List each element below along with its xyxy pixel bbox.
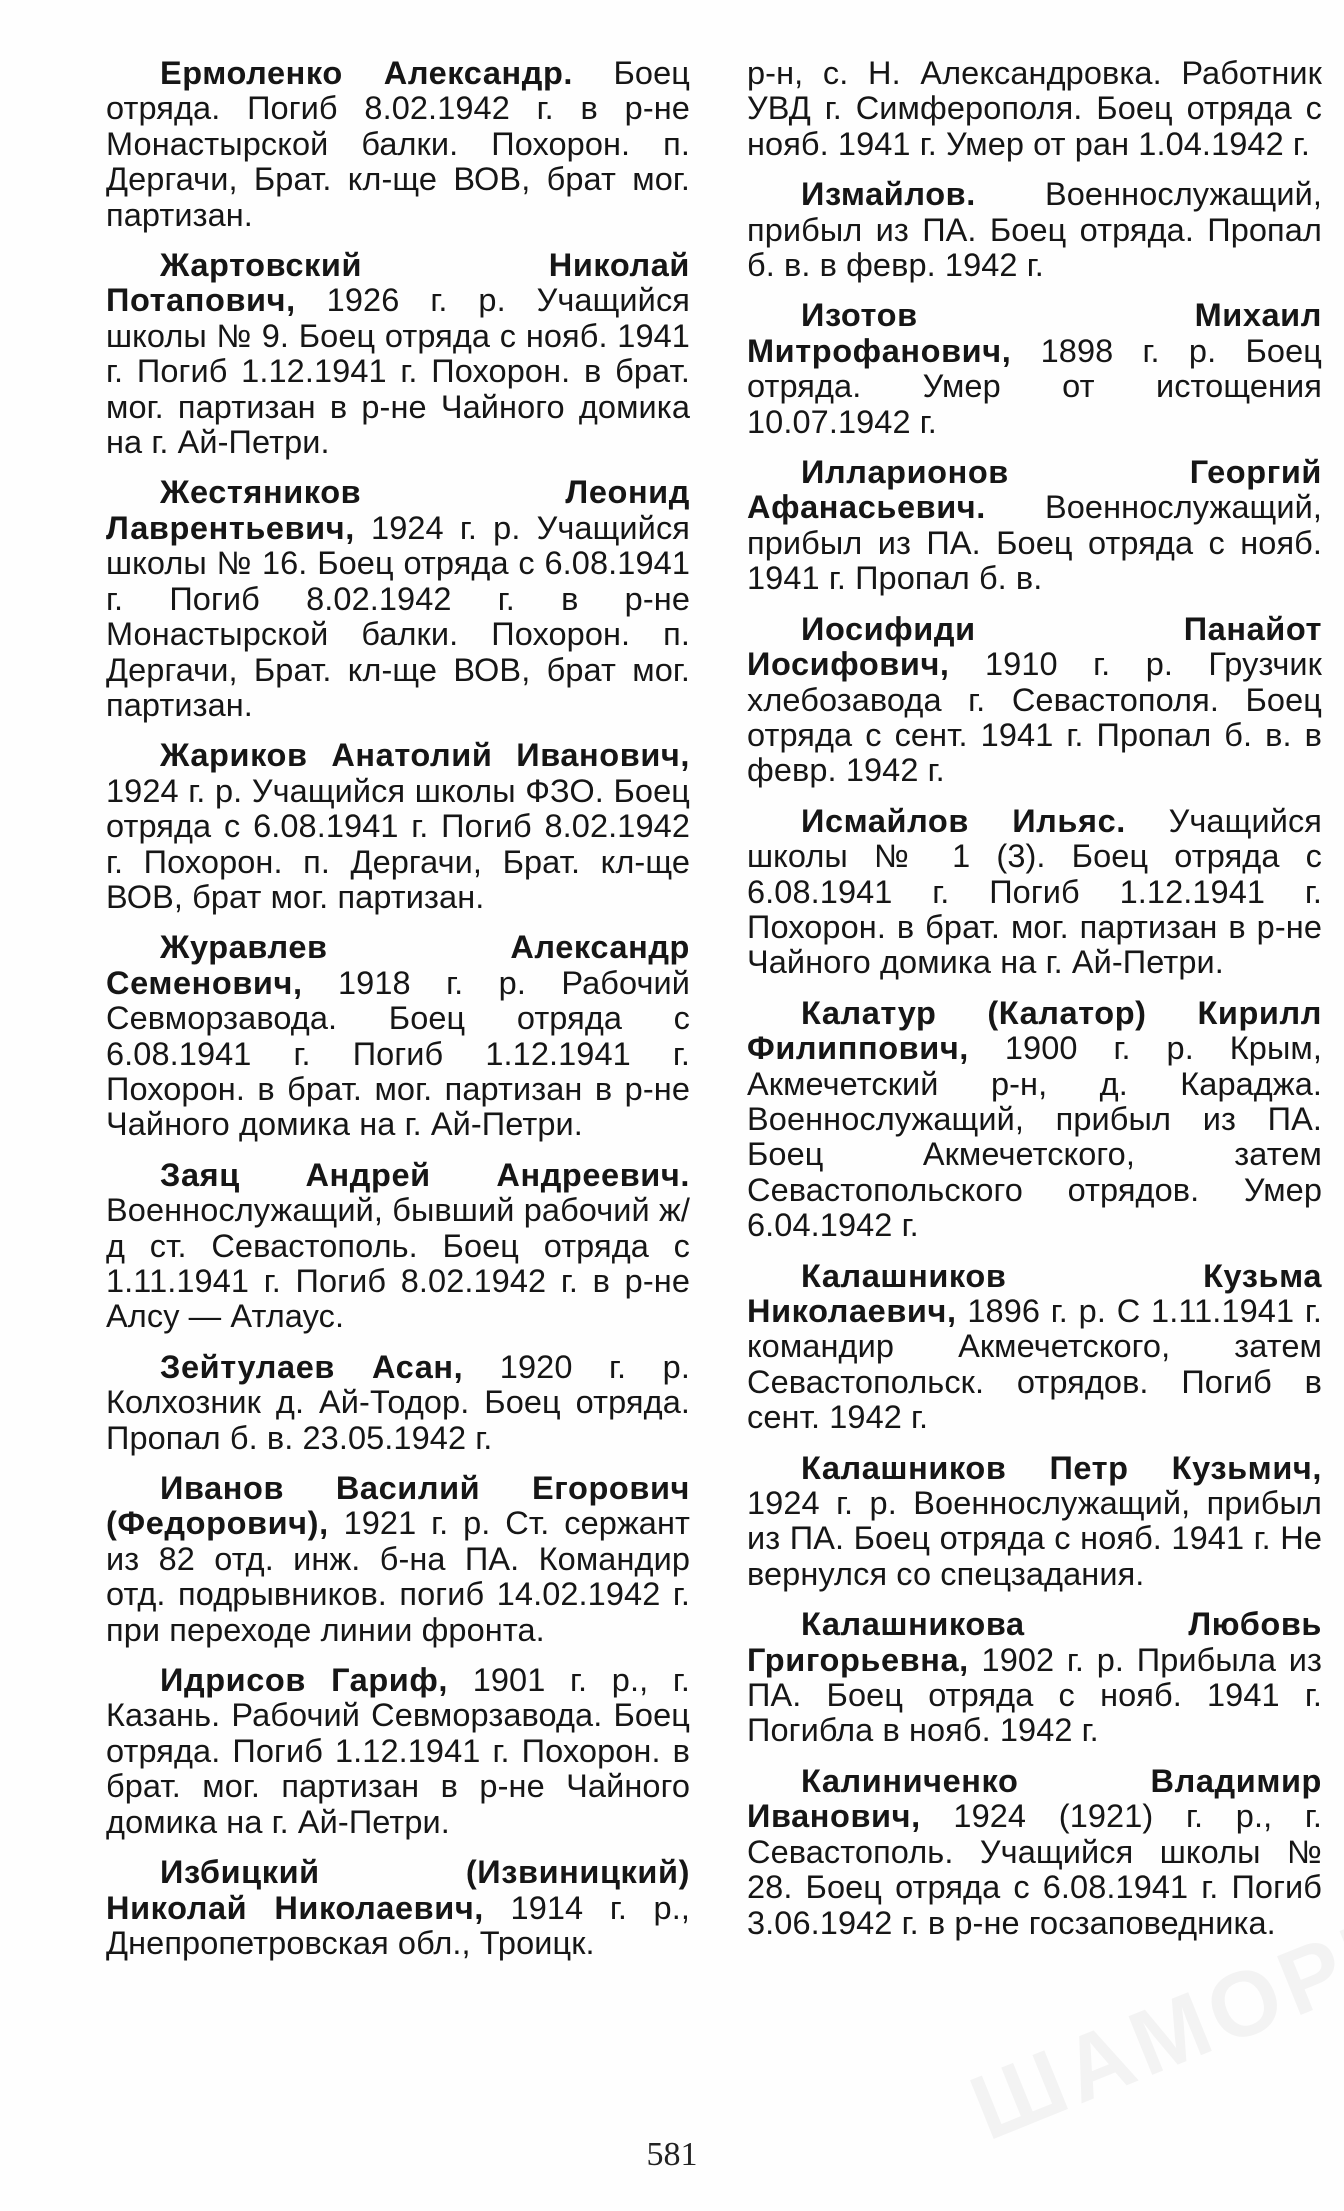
left-column (106, 56, 690, 1976)
entry-name: Жестяников Леонид Лаврентьевич, (106, 474, 690, 546)
entry-name: Калиниченко Владимир Иванович, (747, 1762, 1322, 1835)
entry-name: Идрисов Гариф, (160, 1662, 449, 1699)
entry-name: Иосифиди Панайот Иосифович, (747, 610, 1322, 683)
entry-name: Калашникова Любовь Григорьевна, (747, 1606, 1322, 1678)
entry-text: 1896 г. р. С 1.11.1941 г. командир Акмечетского, затем Севастопольск. отрядов. Погиб в сент. 1942 г. (747, 1293, 1322, 1436)
entry (106, 1471, 690, 1648)
entry-text: 1926 г. р. Учащийся школы № 9. Боец отряда с нояб. 1941 г. Погиб 1.12.1941 г. Похорон. в брат. мог. партизан в р-не Чайного домика на г. Ай-Петри. (106, 282, 690, 461)
entry (747, 1607, 1322, 1749)
entry-text: 1898 г. р. Боец отряда. Умер от истощения 10.07.1942 г. (747, 332, 1322, 440)
entry-name: Калатур (Калатор) Кирилл Филиппович, (747, 994, 1322, 1067)
entry (747, 177, 1322, 283)
entry-text: 1918 г. р. Рабочий Севморзавода. Боец отряда с 6.08.1941 г. Погиб 1.12.1941 г. Похорон. в брат. мог. партизан в р-не Чайного домика на г. Ай-Петри. (106, 964, 690, 1143)
entry (747, 996, 1322, 1244)
entry-text: Военнослужащий, прибыл из ПА. Боец отряда с нояб. 1941 г. Пропал б. в. (747, 489, 1322, 597)
entry-text: 1924 (1921) г. р., г. Севастополь. Учащийся школы № 28. Боец отряда с 6.08.1941 г. Погиб 3.06.1942 г. в р-не госзаповедника. (747, 1798, 1322, 1941)
entry-name: Жартовский Николай Потапович, (106, 247, 690, 319)
right-column (747, 56, 1322, 1956)
entry (106, 475, 690, 723)
entry-name: Калашников Петр Кузьмич, (801, 1449, 1322, 1486)
entry-text: Военнослужащий, бывший рабочий ж/д ст. Севастополь. Боец отряда с 1.11.1941 г. Погиб 8.02.1942 г. в р-не Алсу — Атлаус. (106, 1192, 690, 1335)
entry-name: Журавлев Александр Семенович, (106, 929, 690, 1001)
entry-name: Ермоленко Александр. (160, 55, 574, 91)
entry (747, 298, 1322, 440)
entry (106, 56, 690, 233)
entry-text: 1924 г. р. Военнослужащий, прибыл из ПА. Боец отряда с нояб. 1941 г. Не вернулся со спецзадания. (747, 1485, 1322, 1592)
entry-text: Учащийся школы № 1 (3). Боец отряда с 6.08.1941 г. Погиб 1.12.1941 г. Похорон. в брат. мог. партизан в р-не Чайного домика на г. Ай-Петри. (747, 802, 1322, 981)
entry-text: 1910 г. р. Грузчик хлебозавода г. Севастополя. Боец отряда с сент. 1941 г. Пропал б. в. в февр. 1942 г. (747, 646, 1322, 789)
entry-text: 1924 г. р. Учащийся школы № 16. Боец отряда с 6.08.1941 г. Погиб 8.02.1942 г. в р-не Монастырской балки. Похорон. п. Дергачи, Брат. кл-ще ВОВ, брат мог. партизан. (106, 509, 690, 723)
entry (747, 1764, 1322, 1941)
entry-text: 1924 г. р. Учащийся школы ФЗО. Боец отряда с 6.08.1941 г. Погиб 8.02.1942 г. Похорон. п. Дергачи, Брат. кл-ще ВОВ, брат мог. партизан. (106, 772, 690, 915)
entry (106, 738, 690, 915)
entry-continuation (747, 56, 1322, 162)
entry-text: 1901 г. р., г. Казань. Рабочий Севморзавода. Боец отряда. Погиб 1.12.1941 г. Похорон. в брат. мог. партизан в р-не Чайного домика на г. Ай-Петри. (106, 1662, 690, 1840)
entry-text: Военнослужащий, прибыл из ПА. Боец отряда. Пропал б. в. в февр. 1942 г. (747, 176, 1322, 284)
entry (106, 930, 690, 1142)
entry (106, 248, 690, 460)
entry-text: 1900 г. р. Крым, Акмечетский р-н, д. Караджа. Военнослужащий, прибыл из ПА. Боец Акмечетского, затем Севастопольского отрядов. Умер 6.04.1942 г. (747, 1030, 1322, 1244)
entry-name: Зейтулаев Асан, (160, 1348, 464, 1385)
entry-name: Заяц Андрей Андреевич. (160, 1156, 690, 1193)
page-number: 581 (646, 2136, 698, 2173)
entry (747, 455, 1322, 597)
entry (747, 804, 1322, 981)
entry-name: Жариков Анатолий Иванович, (160, 737, 690, 774)
entry-name: Измайлов. (801, 176, 976, 213)
entry-text: 1902 г. р. Прибыла из ПА. Боец отряда с нояб. 1941 г. Погибла в нояб. 1942 г. (747, 1641, 1322, 1749)
entry (106, 1158, 690, 1335)
entry-text: 1914 г. р., Днепропетровская обл., Троицк. (106, 1889, 690, 1961)
entry-name: Илларионов Георгий Афанасьевич. (747, 454, 1322, 526)
entry (106, 1663, 690, 1840)
entry-name: Иванов Василий Егорович (Федорович), (106, 1470, 690, 1542)
entry-text: р-н, с. Н. Александровка. Работник УВД г. Симферополя. Боец отряда с нояб. 1941 г. Умер от ран 1.04.1942 г. (747, 55, 1322, 162)
entry-name: Калашников Кузьма Николаевич, (747, 1257, 1322, 1329)
entry-text: Боец отряда. Погиб 8.02.1942 г. в р-не Монастырской балки. Похорон. п. Дергачи, Брат. кл-ще ВОВ, брат мог. партизан. (106, 55, 690, 233)
entry (106, 1855, 690, 1961)
entry-name: Избицкий (Извиницкий) Николай Николаевич, (106, 1854, 690, 1926)
entry (747, 612, 1322, 789)
entry (106, 1350, 690, 1456)
entry (747, 1451, 1322, 1593)
entry (747, 1259, 1322, 1436)
entry-name: Изотов Михаил Митрофанович, (747, 297, 1322, 369)
entry-text: 1921 г. р. Ст. сержант из 82 отд. инж. б-на ПА. Командир отд. подрывников. погиб 14.02.1942 г. при переходе линии фронта. (106, 1505, 690, 1648)
entry-text: 1920 г. р. Колхозник д. Ай-Тодор. Боец отряда. Пропал б. в. 23.05.1942 г. (106, 1348, 690, 1456)
entry-name: Исмайлов Ильяс. (801, 802, 1126, 839)
